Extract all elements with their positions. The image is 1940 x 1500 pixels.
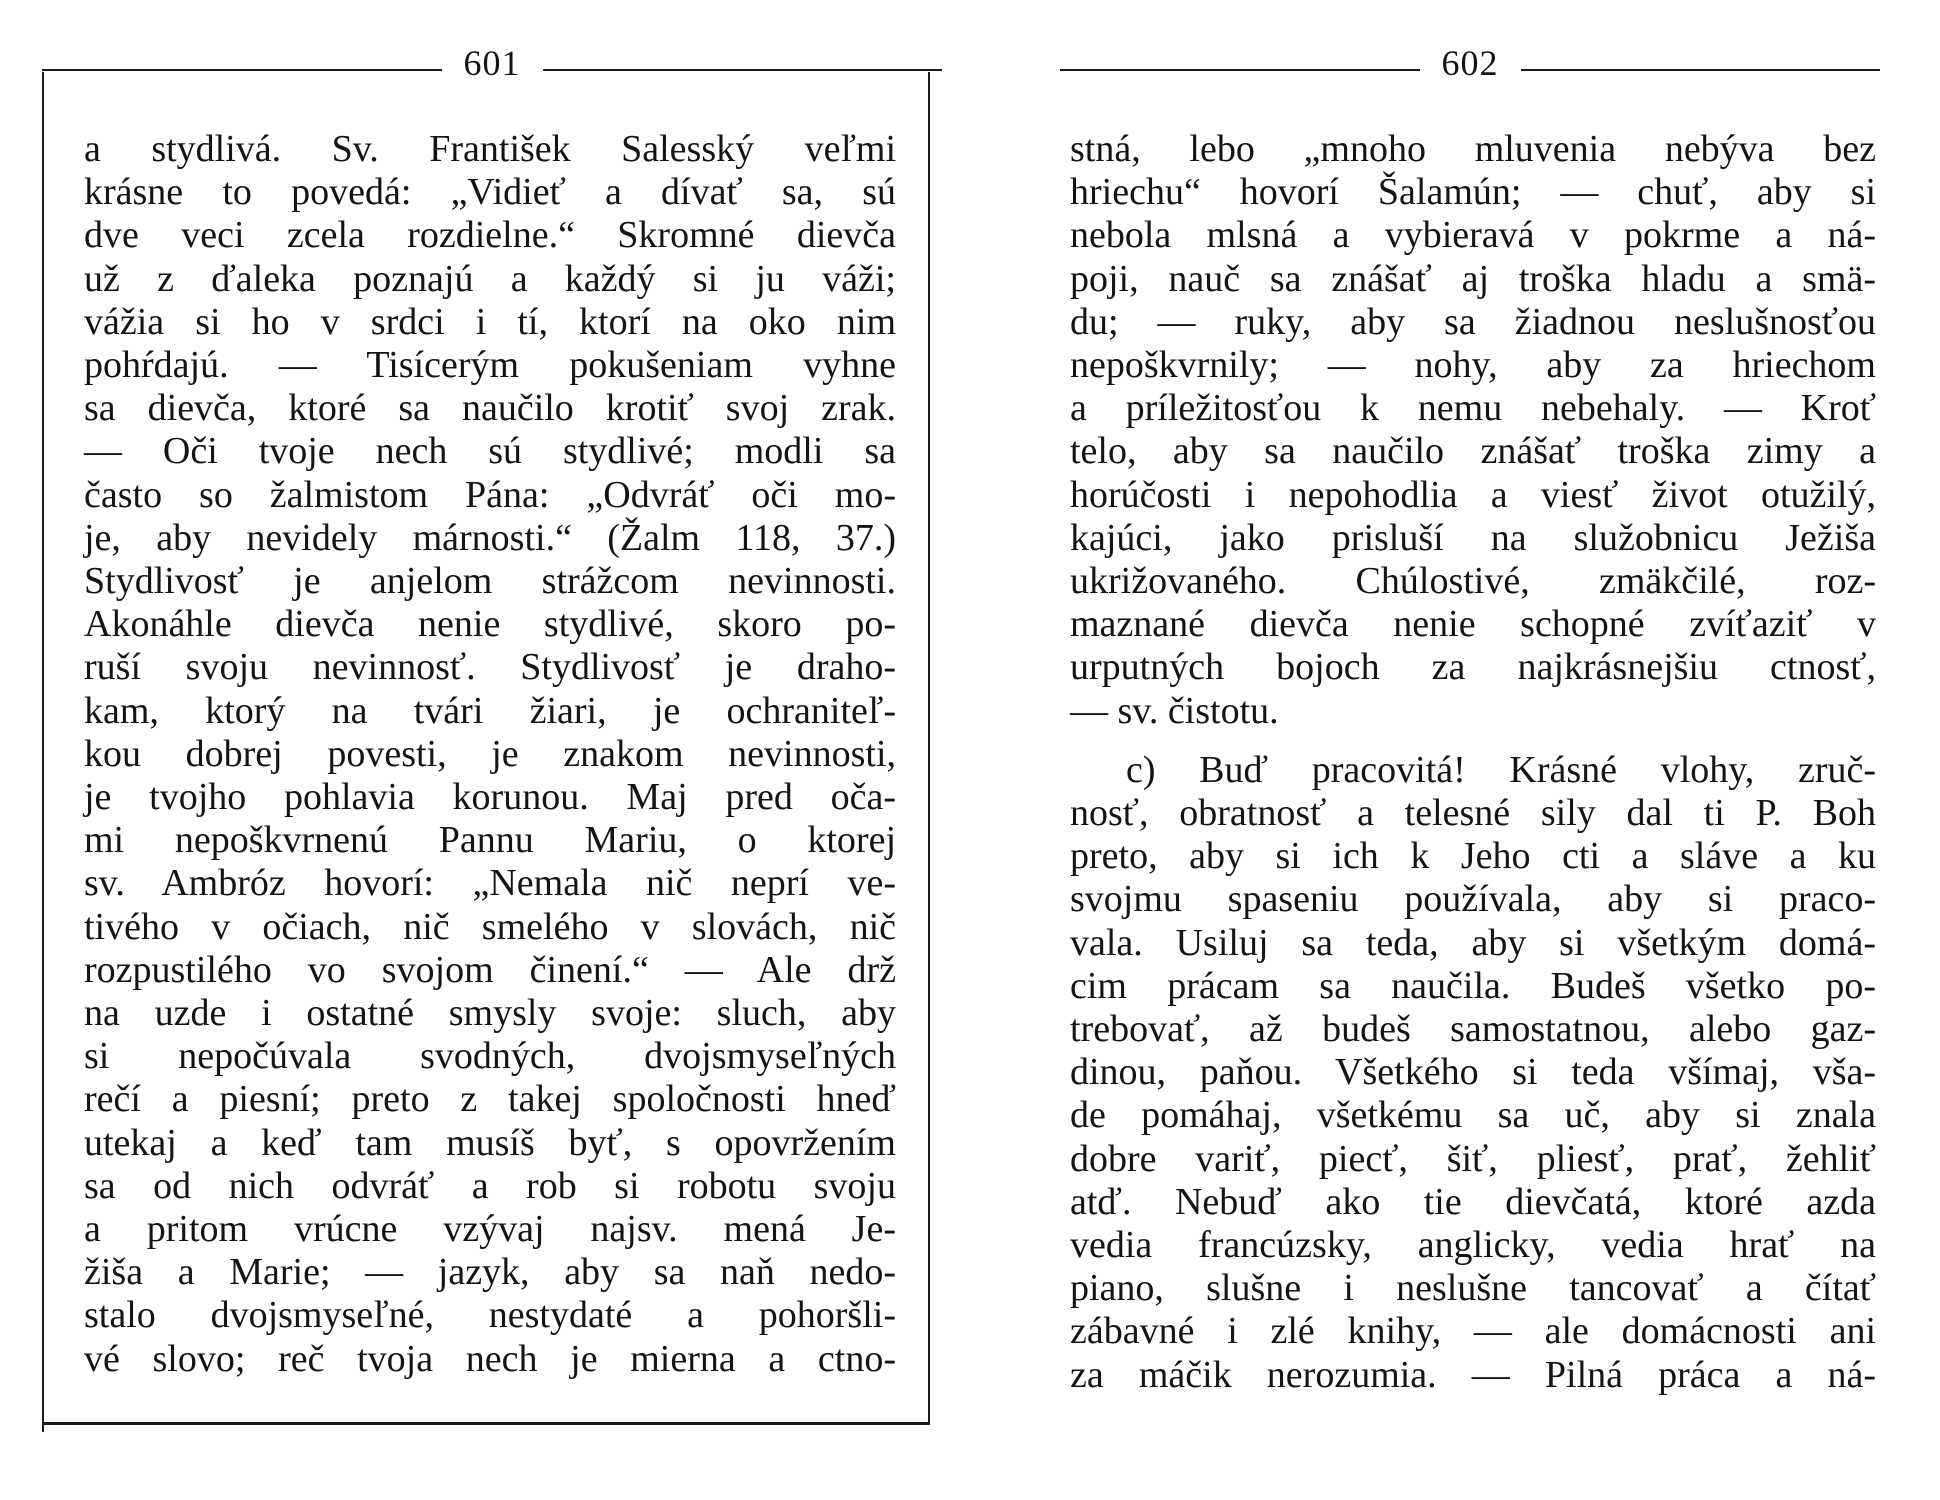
text-line: ukrižovaného. Chúlostivé, zmäkčilé, roz- bbox=[1070, 560, 1876, 603]
text-line: vedia francúzsky, anglicky, vedia hrať na bbox=[1070, 1224, 1876, 1267]
text-line: de pomáhaj, všetkému sa uč, aby si znala bbox=[1070, 1094, 1876, 1137]
paragraph-gap bbox=[1070, 733, 1876, 749]
text-line: už z ďaleka poznajú a každý si ju váži; bbox=[84, 257, 896, 300]
text-line: hriechu“ hovorí Šalamún; — chuť, aby si bbox=[1070, 171, 1876, 214]
text-line: — sv. čistotu. bbox=[1070, 689, 1279, 732]
text-line: rozpustilého vo svojom činení.“ — Ale drž bbox=[84, 948, 896, 991]
header-rule-right bbox=[1521, 69, 1881, 71]
text-line: a pritom vrúcne vzývaj najsv. mená Je- bbox=[84, 1208, 896, 1251]
right-page bbox=[1000, 0, 1940, 1500]
right-page-text bbox=[1070, 128, 1876, 1397]
text-line: telo, aby sa naučilo znášať troška zimy a bbox=[1070, 430, 1876, 473]
left-page bbox=[0, 0, 960, 1500]
text-line: je, aby nevidely márnosti.“ (Žalm 118, 37.) bbox=[84, 516, 896, 559]
text-line: tivého v očiach, nič smelého v slovách, nič bbox=[84, 905, 896, 948]
text-line: dve veci zcela rozdielne.“ Skromné dievča bbox=[84, 214, 896, 257]
text-line: urputných bojoch za najkrásnejšiu ctnosť, bbox=[1070, 646, 1876, 689]
text-line: c) Buď pracovitá! Krásné vlohy, zruč- bbox=[1126, 748, 1876, 791]
text-line: nebola mlsná a vybieravá v pokrme a ná- bbox=[1070, 214, 1876, 257]
text-line: horúčosti i nepohodlia a viesť život otužilý, bbox=[1070, 473, 1876, 516]
text-line: kajúci, jako prisluší na služobnicu Ježiša bbox=[1070, 516, 1876, 559]
text-line: sa od nich odvráť a rob si robotu svoju bbox=[84, 1164, 896, 1207]
text-line: kam, ktorý na tvári žiari, je ochraniteľ- bbox=[84, 689, 896, 732]
text-line: je tvojho pohlavia korunou. Maj pred oča- bbox=[84, 776, 896, 819]
text-line: vé slovo; reč tvoja nech je mierna a ctno- bbox=[84, 1337, 896, 1380]
text-line: vážia si ho v srdci i tí, ktorí na oko nim bbox=[84, 300, 896, 343]
text-line: Akonáhle dievča nenie stydlivé, skoro po- bbox=[84, 603, 896, 646]
text-line: piano, slušne i neslušne tancovať a čítať bbox=[1070, 1267, 1876, 1310]
frame-bottom-border bbox=[42, 1422, 930, 1425]
text-line: krásne to povedá: „Vidieť a dívať sa, sú bbox=[84, 171, 896, 214]
text-line: za máčik nerozumia. — Pilná práca a ná- bbox=[1070, 1353, 1876, 1396]
header-rule-left bbox=[42, 69, 442, 71]
text-line: rečí a piesní; preto z takej spoločnosti hneď bbox=[84, 1078, 896, 1121]
frame-right-border bbox=[928, 72, 930, 1422]
text-line: ruší svoju nevinnosť. Stydlivosť je draho- bbox=[84, 646, 896, 689]
header-rule-right bbox=[543, 69, 943, 71]
paragraph bbox=[1070, 128, 1876, 733]
text-line: trebovať, až budeš samostatnou, alebo gaz- bbox=[1070, 1008, 1876, 1051]
text-line: sv. Ambróz hovorí: „Nemala nič neprí ve- bbox=[84, 862, 896, 905]
text-line: utekaj a keď tam musíš byť, s opovržením bbox=[84, 1121, 896, 1164]
page-number: 601 bbox=[463, 43, 521, 83]
text-line: du; — ruky, aby sa žiadnou neslušnosťou bbox=[1070, 300, 1876, 343]
text-line: na uzde i ostatné smysly svoje: sluch, aby bbox=[84, 992, 896, 1035]
text-line: zábavné i zlé knihy, — ale domácnosti ani bbox=[1070, 1310, 1876, 1353]
text-line: si nepočúvala svodných, dvojsmyseľných bbox=[84, 1035, 896, 1078]
text-line: — Oči tvoje nech sú stydlivé; modli sa bbox=[84, 430, 896, 473]
text-line: žiša a Marie; — jazyk, aby sa naň nedo- bbox=[84, 1251, 896, 1294]
text-line: nosť, obratnosť a telesné sily dal ti P. Boh bbox=[1070, 792, 1876, 835]
text-line: maznané dievča nenie schopné zvíťaziť v bbox=[1070, 603, 1876, 646]
left-page-header bbox=[42, 38, 942, 88]
left-page-text bbox=[84, 128, 896, 1381]
text-line: a stydlivá. Sv. František Salesský veľmi bbox=[84, 128, 896, 170]
right-page-header bbox=[1060, 38, 1880, 88]
text-line: stná, lebo „mnoho mluvenia nebýva bez bbox=[1070, 128, 1876, 170]
frame-left-border bbox=[42, 72, 44, 1432]
page-number: 602 bbox=[1441, 43, 1499, 83]
text-line: stalo dvojsmyseľné, nestydaté a pohoršli- bbox=[84, 1294, 896, 1337]
text-line: cim prácam sa naučila. Budeš všetko po- bbox=[1070, 964, 1876, 1007]
text-line: dinou, paňou. Všetkého si teda všímaj, vša- bbox=[1070, 1051, 1876, 1094]
text-line: poji, nauč sa znášať aj troška hladu a smä- bbox=[1070, 257, 1876, 300]
text-line: svojmu spaseniu používala, aby si praco- bbox=[1070, 878, 1876, 921]
header-rule-left bbox=[1060, 69, 1420, 71]
text-line: dobre variť, piecť, šiť, pliesť, prať, žehliť bbox=[1070, 1137, 1876, 1180]
text-line: preto, aby si ich k Jeho cti a sláve a ku bbox=[1070, 835, 1876, 878]
text-line: často so žalmistom Pána: „Odvráť oči mo- bbox=[84, 473, 896, 516]
text-line: sa dievča, ktoré sa naučilo krotiť svoj zrak. bbox=[84, 387, 896, 430]
text-line: vala. Usiluj sa teda, aby si všetkým domá- bbox=[1070, 921, 1876, 964]
text-line: nepoškvrnily; — nohy, aby za hriechom bbox=[1070, 344, 1876, 387]
text-line: Stydlivosť je anjelom strážcom nevinnosti. bbox=[84, 560, 896, 603]
text-line: a príležitosťou k nemu nebehaly. — Kroť bbox=[1070, 387, 1876, 430]
text-line: atď. Nebuď ako tie dievčatá, ktoré azda bbox=[1070, 1180, 1876, 1223]
text-line: kou dobrej povesti, je znakom nevinnosti, bbox=[84, 732, 896, 775]
text-line: pohŕdajú. — Tisícerým pokušeniam vyhne bbox=[84, 344, 896, 387]
paragraph bbox=[1070, 749, 1876, 1397]
text-line: mi nepoškvrnenú Pannu Mariu, o ktorej bbox=[84, 819, 896, 862]
